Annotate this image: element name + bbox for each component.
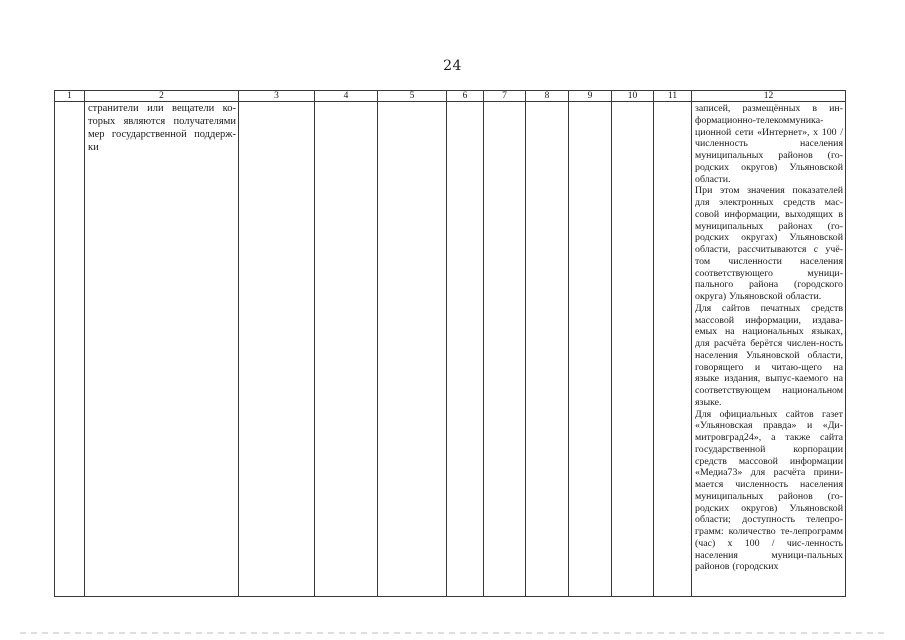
column-header-11: 11 — [654, 91, 692, 102]
cell-col-3 — [239, 102, 315, 597]
cell-col-11 — [654, 102, 692, 597]
cell-col-12 — [692, 102, 846, 597]
column-header-2: 2 — [85, 91, 239, 102]
calculation-method-text — [692, 102, 845, 573]
column-header-12: 12 — [692, 91, 846, 102]
page-number: 24 — [443, 58, 462, 74]
column-header-5: 5 — [378, 91, 447, 102]
cell-col-9 — [569, 102, 612, 597]
column-header-1: 1 — [55, 91, 85, 102]
column-header-6: 6 — [447, 91, 484, 102]
column-header-8: 8 — [526, 91, 569, 102]
column-header-4: 4 — [315, 91, 378, 102]
cell-col-7 — [484, 102, 526, 597]
paragraph: записей, размещённых в ин-формационно-телекоммуника-ционной сети «Интернет», х 100 / численность населения муниципальных районов (го-родских округов) Ульяновской области. — [695, 103, 843, 185]
recipients-text: странители или вещатели ко-торых являются получателями мер государственной поддерж-ки — [88, 103, 236, 153]
column-header-3: 3 — [239, 91, 315, 102]
paragraph: Для сайтов печатных средств массовой информации, издава-емых на национальных языках, для расчёта берётся числен-ность населения Ульяновской области, говорящего и читаю-щего на языке издания, выпус-каемого на соответствующем национальном языке. — [695, 302, 843, 408]
cell-col-5 — [378, 102, 447, 597]
cell-col-6 — [447, 102, 484, 597]
header-row — [55, 91, 846, 102]
cell-col-8 — [526, 102, 569, 597]
table-row — [55, 102, 846, 597]
cell-col-10 — [612, 102, 654, 597]
column-header-9: 9 — [569, 91, 612, 102]
indicator-table — [54, 90, 846, 597]
cell-col-4 — [315, 102, 378, 597]
column-header-10: 10 — [612, 91, 654, 102]
paragraph: При этом значения показателей для электронных средств мас-совой информации, выходящих в муниципальных районах (го-родских округах) Ульяновской области, рассчитываются с учё-том численности населения соответствующего муници-пального района (городского округа) Ульяновской области. — [695, 185, 843, 302]
column-header-7: 7 — [484, 91, 526, 102]
paragraph: Для официальных сайтов газет «Ульяновская правда» и «Ди-митровград24», а также сайта государственной корпорации средств массовой информации «Медиа73» для расчёта прини-мается численность населения муниципальных районов (го-родских округов) Ульяновской области; доступность телепро-грамм: количество те-лепрограмм (час) х 100 / чис-ленность населения муници-пальных районов (городских — [695, 408, 843, 573]
cell-col-2 — [85, 102, 239, 597]
scan-artifact-line — [20, 632, 885, 634]
cell-col-1 — [55, 102, 85, 597]
